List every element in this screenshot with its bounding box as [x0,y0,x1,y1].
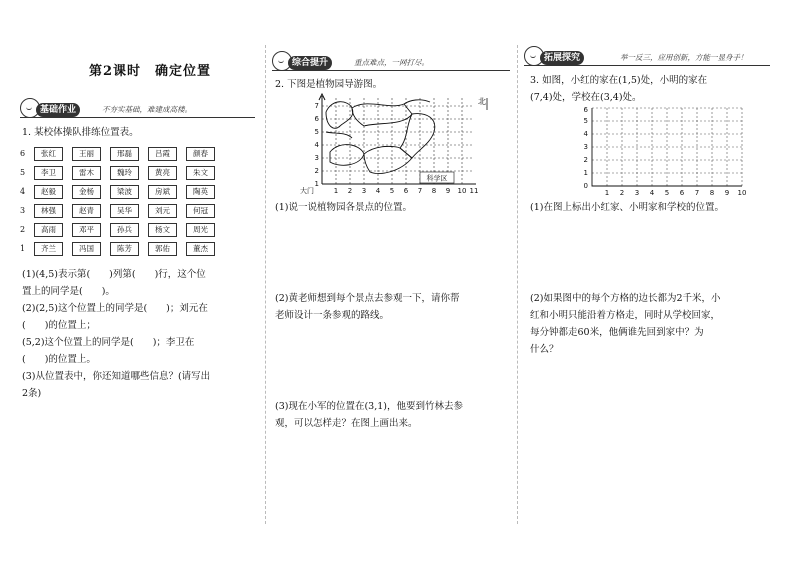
row-number: 1 [20,244,26,253]
x-tick: 4 [649,189,655,197]
q1-title: 1. 某校体操队排练位置表。 [22,127,139,138]
q2-title: 2. 下图是植物园导游图。 [275,79,383,90]
x-tick: 6 [403,187,409,195]
q2-part2 [275,290,515,324]
column-divider-right [517,45,518,524]
q2-part3-line: 观，可以怎样走？在图上画出来。 [275,418,418,429]
q1-line: ( )的位置上； [22,320,96,331]
seat-cell: 陶英 [186,185,215,199]
x-tick: 5 [664,189,670,197]
row-number: 5 [20,168,26,177]
y-tick: 2 [314,167,319,175]
seat-cell: 何冠 [186,204,215,218]
q3-intro-line: (7,4)处，学校在(3,4)处。 [530,92,642,103]
q3-part2-line: 每分钟都走60米，他俩谁先回到家中？为 [530,327,704,338]
x-tick: 7 [417,187,423,195]
q1-line: ( )的位置上。 [22,354,96,365]
x-tick: 2 [347,187,353,195]
seat-cell: 杨文 [148,223,177,237]
q1-line: 2条) [22,388,42,399]
q2-part1: (1)说一说植物园各景点的位置。 [275,202,412,213]
q1-questions [22,266,260,402]
seat-cell: 张红 [34,147,63,161]
seat-cell: 金杨 [72,185,101,199]
gate-label: 大门 [300,187,314,195]
y-tick: 5 [314,128,319,136]
seat-cell: 郭佑 [148,242,177,256]
q3-part2-line: (2)如果图中的每个方格的边长都为2千米，小 [530,293,721,304]
q1-line: 置上的同学是( )。 [22,286,115,297]
seat-cell: 颜春 [186,147,215,161]
column-divider-left [265,45,266,524]
seat-cell: 梁波 [110,185,139,199]
row-number: 6 [20,149,26,158]
x-tick: 7 [694,189,700,197]
x-tick: 11 [469,187,479,195]
y-tick: 4 [314,141,319,149]
coordinate-grid [576,106,756,198]
x-tick: 8 [709,189,715,197]
q2-part2-line: (2)黄老师想到每个景点去参观一下，请你帮 [275,293,460,304]
section-header-basic [20,103,255,117]
seat-cell: 刘元 [148,204,177,218]
seat-cell: 赵青 [72,204,101,218]
y-tick: 7 [314,102,319,110]
section-motto-basic: 不夯实基础，难建成高楼。 [102,105,192,114]
q2-part2-line: 老师设计一条参观的路线。 [275,310,390,321]
y-tick: 6 [583,106,588,114]
x-tick: 5 [389,187,395,195]
q3-part2-line: 什么？ [530,344,559,355]
garden-map [300,92,500,196]
q1-line: (3)从位置表中，你还知道哪些信息？(请写出 [22,371,211,382]
seat-cell: 邓平 [72,223,101,237]
seat-cell: 赵毅 [34,185,63,199]
section-badge-basic: 基础作业 [36,103,80,117]
x-tick: 1 [604,189,610,197]
section-rule [272,70,510,71]
seat-cell: 林强 [34,204,63,218]
seat-cell: 黄亮 [148,166,177,180]
x-tick: 2 [619,189,625,197]
seat-cell: 李卫 [34,166,63,180]
area-label: 科学区 [426,174,448,183]
seat-cell: 董杰 [186,242,215,256]
q3-intro-line: 3. 如图，小红的家在(1,5)处，小明的家在 [530,75,708,86]
x-tick: 3 [634,189,640,197]
page-title: 第2课时 确定位置 [88,64,212,79]
seat-cell: 王丽 [72,147,101,161]
x-tick: 3 [361,187,367,195]
q3-part2 [530,290,780,358]
x-tick: 6 [679,189,685,197]
section-header-improve [272,56,510,70]
row-number: 3 [20,206,26,215]
seat-cell: 朱文 [186,166,215,180]
seat-cell: 魏玲 [110,166,139,180]
seat-cell: 齐兰 [34,242,63,256]
q1-line: (1)(4,5)表示第( )列第( )行，这个位 [22,269,206,280]
section-rule [524,65,770,66]
q1-line: (5,2)这个位置上的同学是( )；李卫在 [22,337,195,348]
y-tick: 2 [583,156,588,164]
seat-cell: 高雨 [34,223,63,237]
x-tick: 8 [431,187,437,195]
x-tick: 9 [724,189,730,197]
section-badge-improve: 综合提升 [288,56,332,70]
north-label: 北 [478,97,486,106]
q2-part3 [275,398,515,432]
q3-part1: (1)在图上标出小红家、小明家和学校的位置。 [530,202,724,213]
seat-cell: 周光 [186,223,215,237]
y-tick: 0 [583,182,588,190]
seat-cell: 吕霞 [148,147,177,161]
row-number: 2 [20,225,26,234]
y-tick: 1 [583,169,588,177]
q3-intro [530,72,780,106]
y-tick: 4 [583,130,588,138]
x-tick: 10 [737,189,747,197]
q2-part3-line: (3)现在小军的位置在(3,1)，他要到竹林去参 [275,401,463,412]
section-header-explore [524,51,770,65]
y-tick: 5 [583,117,588,125]
x-tick: 1 [333,187,339,195]
garden-areas [326,100,435,174]
seat-table [20,147,250,262]
y-tick: 1 [314,180,319,188]
seat-cell: 孙兵 [110,223,139,237]
x-tick: 10 [457,187,467,195]
seat-cell: 雷木 [72,166,101,180]
y-tick: 3 [314,154,319,162]
q3-part2-line: 红和小明只能沿着方格走，同时从学校回家， [530,310,721,321]
seat-cell: 陈芳 [110,242,139,256]
seat-cell: 房斌 [148,185,177,199]
seat-cell: 邢磊 [110,147,139,161]
seat-cell: 冯国 [72,242,101,256]
q1-line: (2)(2,5)这个位置上的同学是( )；刘元在 [22,303,208,314]
section-motto-explore: 举一反三，应用创新，方能一显身手！ [620,53,748,62]
y-tick: 6 [314,115,319,123]
row-number: 4 [20,187,26,196]
seat-cell: 吴华 [110,204,139,218]
section-motto-improve: 重点难点，一网打尽。 [354,58,429,67]
section-badge-explore: 拓展探究 [540,51,584,65]
x-tick: 9 [445,187,451,195]
y-tick: 3 [583,143,588,151]
section-rule [20,117,255,118]
x-tick: 4 [375,187,381,195]
